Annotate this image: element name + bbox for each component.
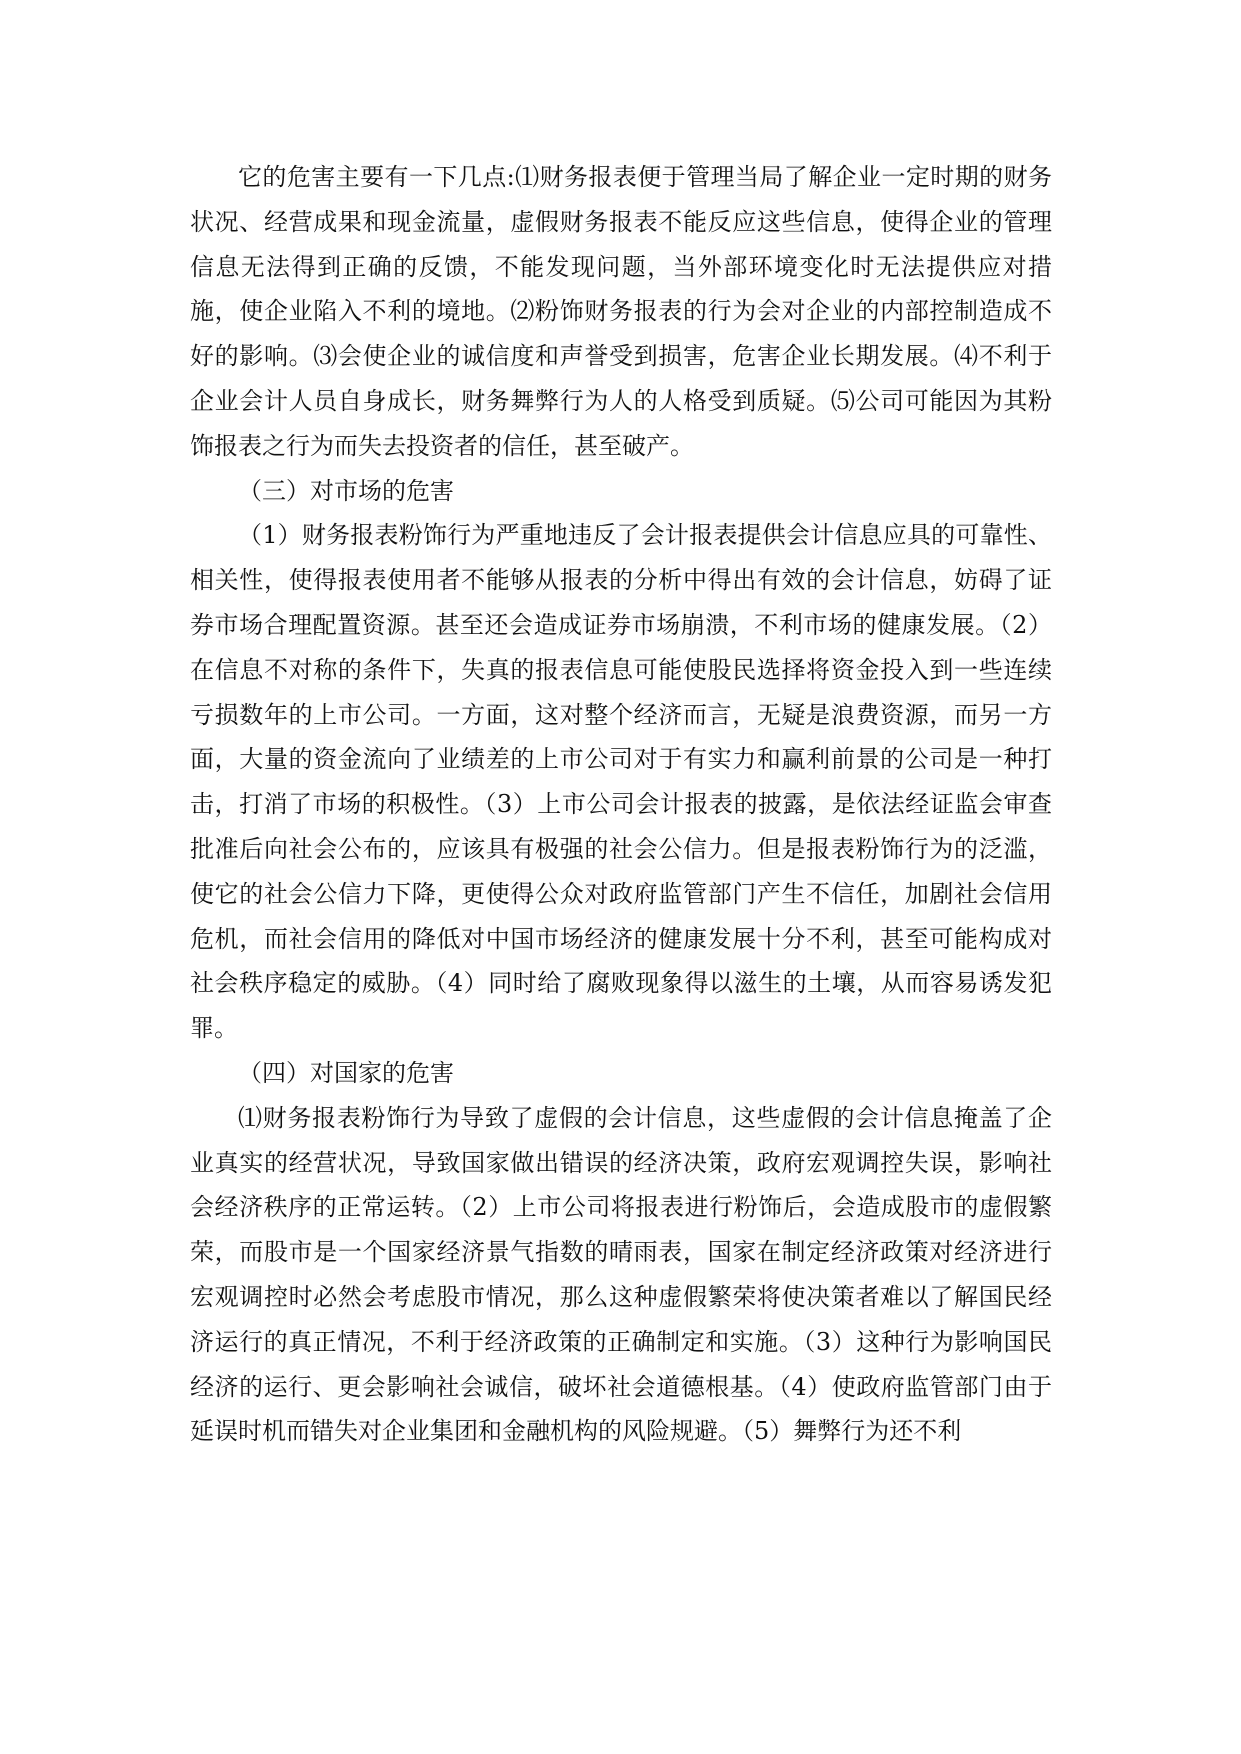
section-heading-national-harm: （四）对国家的危害 (238, 1058, 454, 1087)
paragraph-harms-to-market: （1）财务报表粉饰行为严重地违反了会计报表提供会计信息应具的可靠性、相关性，使得报表使用者不能够从报表的分析中得出有效的会计信息，妨碍了证券市场合理配置资源。甚至还会造成证券市场崩溃，不利市场的健康发展。（2）在信息不对称的条件下，失真的报表信息可能使股民选择将资金投入到一些连续亏损数年的上市公司。一方面，这对整个经济而言，无疑是浪费资源，而另一方面，大量的资金流向了业绩差的上市公司对于有实力和赢利前景的公司是一种打击，打消了市场的积极性。（3）上市公司会计报表的披露，是依法经证监会审查批准后向社会公布的，应该具有极强的社会公信力。但是报表粉饰行为的泛滥，使它的社会公信力下降，更使得公众对政府监管部门产生不信任，加剧社会信用危机，而社会信用的降低对中国市场经济的健康发展十分不利，甚至可能构成对社会秩序稳定的威胁。（4）同时给了腐败现象得以滋生的土壤，从而容易诱发犯罪。 (190, 521, 1052, 1043)
section-heading-market-harm: （三）对市场的危害 (238, 476, 454, 505)
paragraph-harms-to-nation: ⑴财务报表粉饰行为导致了虚假的会计信息，这些虚假的会计信息掩盖了企业真实的经营状况，导致国家做出错误的经济决策，政府宏观调控失误，影响社会经济秩序的正常运转。（2）上市公司将报表进行粉饰后，会造成股市的虚假繁荣，而股市是一个国家经济景气指数的晴雨表，国家在制定经济政策对经济进行宏观调控时必然会考虑股市情况，那么这种虚假繁荣将使决策者难以了解国民经济运行的真正情况，不利于经济政策的正确制定和实施。（3）这种行为影响国民经济的运行、更会影响社会诚信，破坏社会道德根基。（4）使政府监管部门由于延误时机而错失对企业集团和金融机构的风险规避。（5）舞弊行为还不利 (190, 1103, 1052, 1446)
document-body (190, 155, 1052, 1454)
paragraph-harms-to-enterprise: 它的危害主要有一下几点:⑴财务报表便于管理当局了解企业一定时期的财务状况、经营成果和现金流量，虚假财务报表不能反应这些信息，使得企业的管理信息无法得到正确的反馈，不能发现问题，当外部环境变化时无法提供应对措施，使企业陷入不利的境地。⑵粉饰财务报表的行为会对企业的内部控制造成不好的影响。⑶会使企业的诚信度和声誉受到损害，危害企业长期发展。⑷不利于企业会计人员自身成长，财务舞弊行为人的人格受到质疑。⑸公司可能因为其粉饰报表之行为而失去投资者的信任，甚至破产。 (190, 163, 1052, 460)
